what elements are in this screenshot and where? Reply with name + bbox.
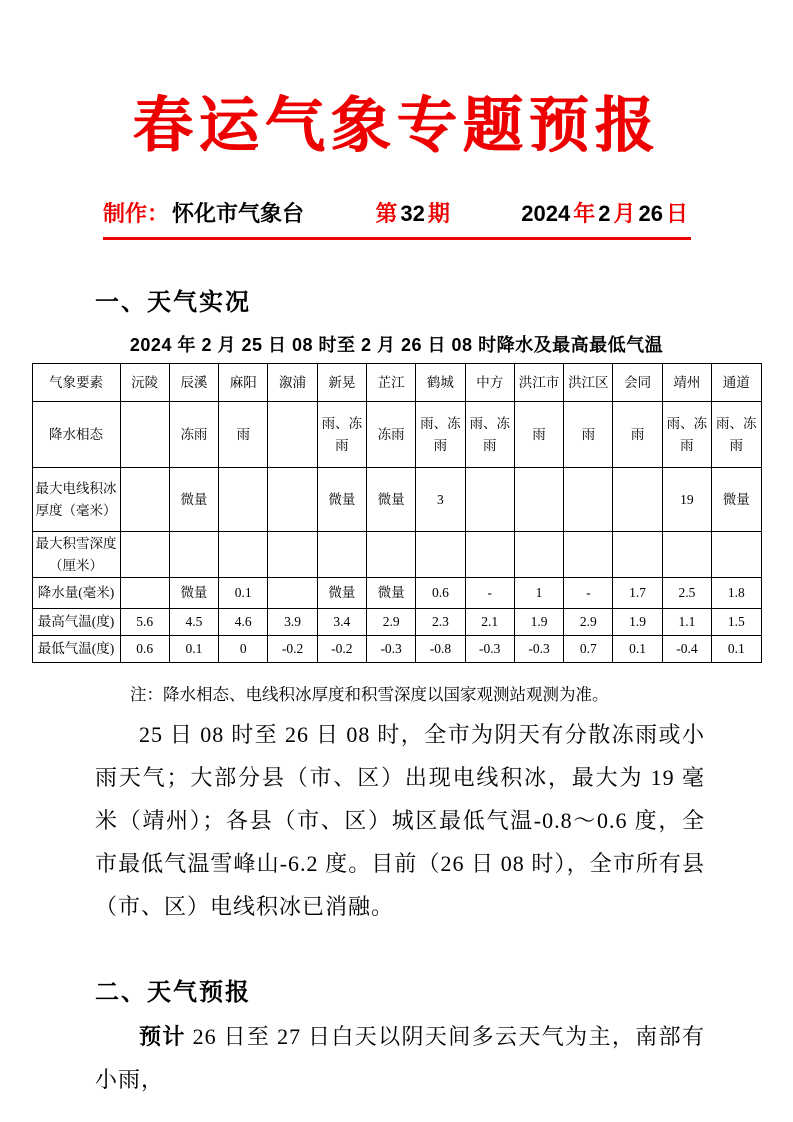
col-header: 新晃: [317, 364, 366, 402]
table-cell: 2.5: [662, 578, 711, 609]
table-cell: 雨: [613, 402, 662, 468]
table-cell: -0.3: [514, 636, 563, 663]
table-cell: [514, 532, 563, 578]
issue-number: [375, 197, 453, 228]
table-cell: 0.7: [564, 636, 613, 663]
row-label: 降水量(毫米): [32, 578, 120, 609]
table-cell: 1.7: [613, 578, 662, 609]
table-cell: 雨、冻雨: [712, 402, 761, 468]
document-title: 春运气象专题预报: [132, 91, 661, 161]
table-cell: 2.9: [564, 609, 613, 636]
table-cell: 1: [514, 578, 563, 609]
issue-value: 32: [400, 201, 425, 226]
table-cell: 3.9: [268, 609, 317, 636]
table-cell: [268, 532, 317, 578]
weather-table-head: [32, 364, 761, 402]
table-cell: 4.5: [169, 609, 218, 636]
table-cell: [268, 578, 317, 609]
col-header: 洪江市: [514, 364, 563, 402]
table-cell: -0.8: [416, 636, 465, 663]
date-day: 26: [638, 201, 663, 226]
table-cell: 1.9: [514, 609, 563, 636]
table-cell: 冻雨: [169, 402, 218, 468]
table-cell: [613, 468, 662, 532]
row-label: 降水相态: [32, 402, 120, 468]
table-cell: 微量: [317, 578, 366, 609]
section-2-paragraph: [95, 1015, 705, 1101]
table-cell: 雨: [514, 402, 563, 468]
table-cell: 雨、冻雨: [317, 402, 366, 468]
table-cell: [465, 532, 514, 578]
row-label: 最大电线积冰厚度（毫米）: [32, 468, 120, 532]
row-label: 最低气温(度): [32, 636, 120, 663]
table-cell: 2.3: [416, 609, 465, 636]
forecast-lead: 预计: [139, 1024, 186, 1050]
row-label: 最大积雪深度（厘米）: [32, 532, 120, 578]
weather-table-body: [32, 402, 761, 663]
date-month: 2: [598, 201, 611, 226]
table-cell: [416, 532, 465, 578]
date-day-unit: 日: [665, 201, 688, 226]
table-cell: 0.6: [120, 636, 169, 663]
masthead: [103, 197, 691, 240]
table-cell: [120, 468, 169, 532]
table-cell: 雨、冻雨: [465, 402, 514, 468]
table-cell: -0.4: [662, 636, 711, 663]
table-cell: 0.1: [613, 636, 662, 663]
table-row: [32, 532, 761, 578]
issue-prefix: 第: [375, 201, 398, 226]
table-cell: 微量: [712, 468, 761, 532]
col-header: 会同: [613, 364, 662, 402]
table-cell: 2.9: [366, 609, 415, 636]
table-row: [32, 578, 761, 609]
table-cell: [465, 468, 514, 532]
table-cell: 1.1: [662, 609, 711, 636]
table-cell: 雨: [219, 402, 268, 468]
table-cell: [169, 532, 218, 578]
table-cell: 微量: [366, 468, 415, 532]
row-label: 最高气温(度): [32, 609, 120, 636]
table-cell: 冻雨: [366, 402, 415, 468]
table-cell: 4.6: [219, 609, 268, 636]
issue-date: [521, 197, 691, 228]
table-cell: [268, 402, 317, 468]
table-cell: 1.9: [613, 609, 662, 636]
weather-table: [32, 363, 762, 663]
col-header: 通道: [712, 364, 761, 402]
section-2-heading: 二、天气预报: [95, 979, 251, 1007]
table-title: 2024 年 2 月 25 日 08 时至 2 月 26 日 08 时降水及最高最低气温: [129, 335, 664, 355]
date-year: 2024: [521, 201, 571, 226]
col-header: 溆浦: [268, 364, 317, 402]
date-year-unit: 年: [573, 201, 596, 226]
col-header: 洪江区: [564, 364, 613, 402]
table-cell: 0.1: [169, 636, 218, 663]
table-cell: 0.1: [712, 636, 761, 663]
table-cell: [120, 402, 169, 468]
table-cell: 19: [662, 468, 711, 532]
weather-table-head-row: [32, 364, 761, 402]
table-cell: [317, 532, 366, 578]
col-header-element: 气象要素: [32, 364, 120, 402]
table-note: 注：降水相态、电线积冰厚度和积雪深度以国家观测站观测为准。: [130, 685, 609, 705]
table-cell: 雨: [564, 402, 613, 468]
table-cell: [712, 532, 761, 578]
section-1-paragraph: 25 日 08 时至 26 日 08 时，全市为阴天有分散冻雨或小雨天气；大部分县（市、区）出现电线积冰，最大为 19 毫米（靖州）；各县（市、区）城区最低气温-0.8～0.6 度，全市最低气温雪峰山-6.2 度。目前（26 日 08 时），全市所有县（市、区）电线积冰已消融。: [95, 722, 705, 920]
table-cell: [219, 468, 268, 532]
table-cell: 3.4: [317, 609, 366, 636]
col-header: 辰溪: [169, 364, 218, 402]
table-cell: [268, 468, 317, 532]
table-cell: [613, 532, 662, 578]
col-header: 芷江: [366, 364, 415, 402]
table-cell: -0.3: [366, 636, 415, 663]
table-cell: 0: [219, 636, 268, 663]
producer-value: 怀化市气象台: [172, 201, 305, 226]
table-cell: 0.6: [416, 578, 465, 609]
table-cell: -0.3: [465, 636, 514, 663]
table-cell: 雨、冻雨: [416, 402, 465, 468]
issue-suffix: 期: [427, 201, 450, 226]
table-cell: [564, 532, 613, 578]
table-cell: -: [564, 578, 613, 609]
table-cell: [120, 578, 169, 609]
table-cell: -0.2: [317, 636, 366, 663]
table-cell: 微量: [366, 578, 415, 609]
table-row: [32, 468, 761, 532]
table-cell: [662, 532, 711, 578]
table-cell: 1.8: [712, 578, 761, 609]
forecast-text: 26 日至 27 日白天以阴天间多云天气为主，南部有小雨，: [95, 1024, 705, 1093]
section-1-heading: 一、天气实况: [95, 289, 251, 316]
table-cell: [219, 532, 268, 578]
table-row: [32, 609, 761, 636]
table-cell: 微量: [169, 578, 218, 609]
table-cell: [120, 532, 169, 578]
table-cell: 微量: [317, 468, 366, 532]
table-cell: -: [465, 578, 514, 609]
table-cell: [564, 468, 613, 532]
col-header: 沅陵: [120, 364, 169, 402]
date-month-unit: 月: [613, 201, 636, 226]
col-header: 鹤城: [416, 364, 465, 402]
table-cell: 微量: [169, 468, 218, 532]
table-cell: [366, 532, 415, 578]
table-row: [32, 636, 761, 663]
col-header: 中方: [465, 364, 514, 402]
table-cell: 1.5: [712, 609, 761, 636]
producer: [103, 197, 307, 228]
table-cell: 5.6: [120, 609, 169, 636]
table-row: [32, 402, 761, 468]
table-cell: 雨、冻雨: [662, 402, 711, 468]
col-header: 靖州: [662, 364, 711, 402]
table-cell: 3: [416, 468, 465, 532]
table-cell: -0.2: [268, 636, 317, 663]
table-cell: 2.1: [465, 609, 514, 636]
table-cell: 0.1: [219, 578, 268, 609]
table-cell: [514, 468, 563, 532]
col-header: 麻阳: [219, 364, 268, 402]
producer-label: 制作：: [103, 201, 170, 226]
